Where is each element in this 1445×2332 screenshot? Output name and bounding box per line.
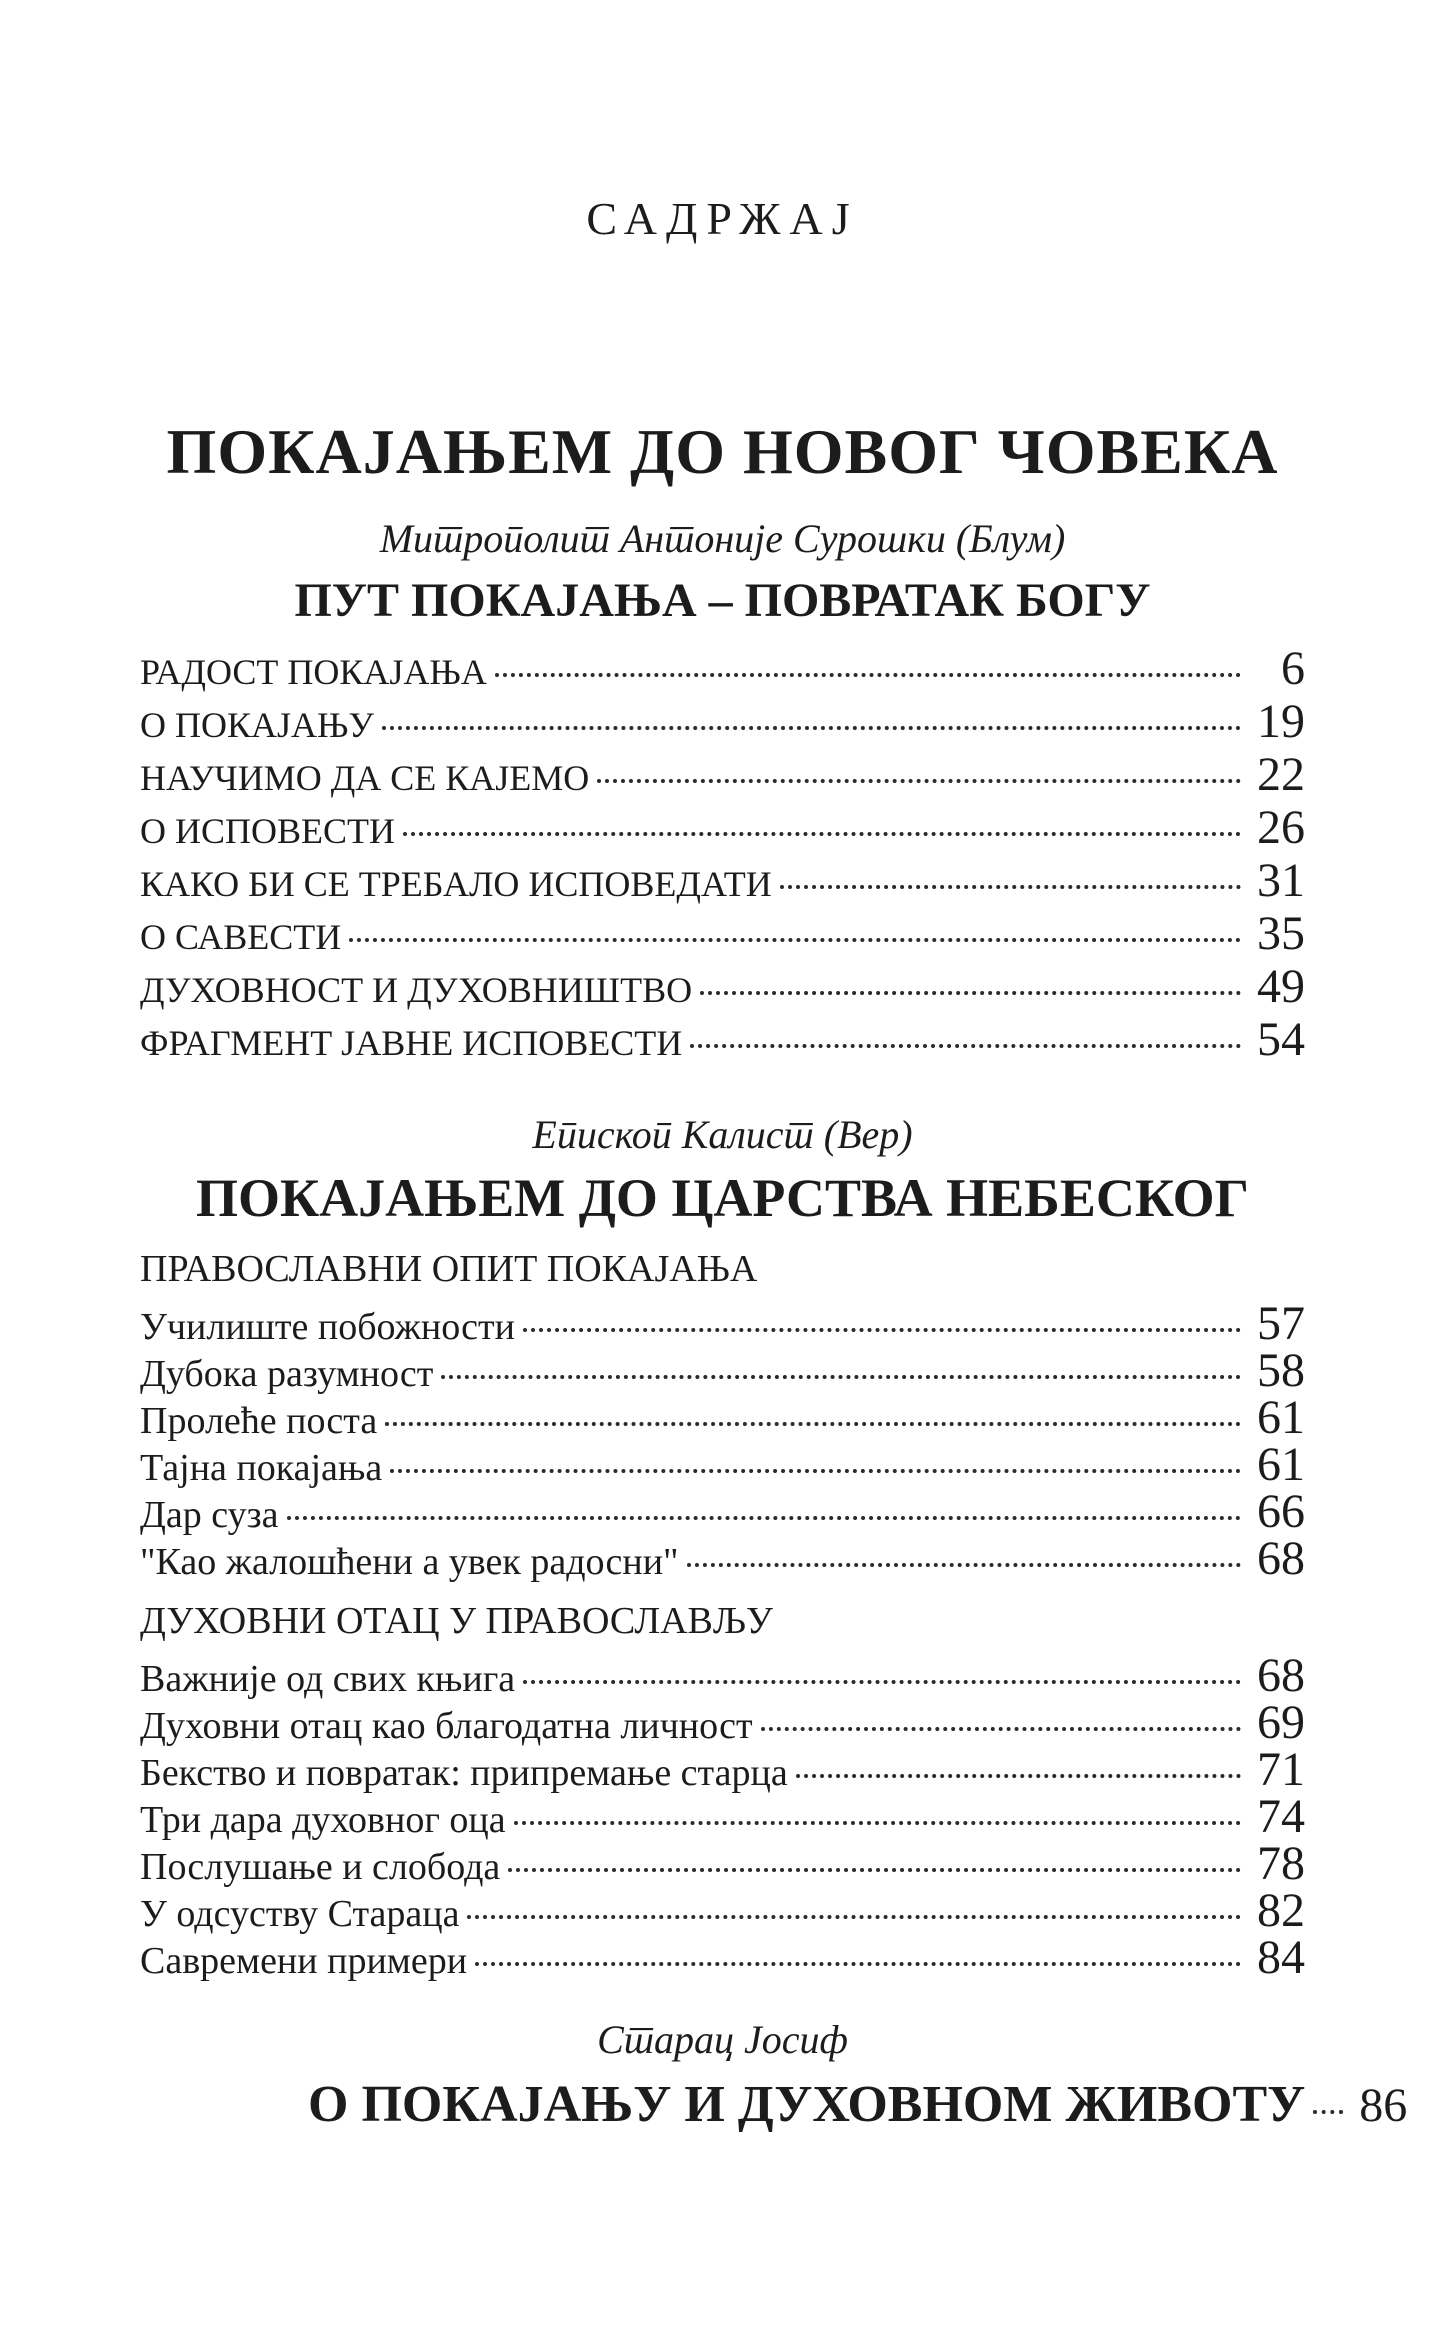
toc-entry-label: Дубока разумност	[140, 1353, 434, 1395]
toc-entry	[140, 960, 1305, 1013]
toc-entry	[140, 1790, 1305, 1843]
toc-leader-dots	[441, 1375, 1241, 1379]
toc-entry-label: О ПОКАЈАЊУ	[140, 705, 374, 745]
toc-leader-dots	[690, 1044, 1241, 1048]
toc-leader-dots	[508, 1868, 1241, 1872]
toc-entry	[140, 1013, 1305, 1066]
part2-heading: ПОКАЈАЊЕМ ДО ЦАРСТВА НЕБЕСКОГ	[195, 1168, 1250, 1228]
toc-entry-page: 86	[1359, 2079, 1408, 2132]
toc-entry-label: "Као жалошћени а увек радосни"	[140, 1541, 679, 1583]
toc-entry-label: О ПОКАЈАЊУ И ДУХОВНОМ ЖИВОТУ	[308, 2076, 1306, 2133]
page-title: САДРЖАЈ	[586, 193, 859, 244]
part1-subtitle: ПУТ ПОКАЈАЊА – ПОВРАТАК БОГУ	[294, 574, 1151, 627]
toc-entry-page: 82	[1257, 1884, 1305, 1937]
part2-group1-toc-list	[140, 1297, 1305, 1585]
toc-entry-label: РАДОСТ ПОКАЈАЊА	[140, 652, 487, 692]
toc-entry	[140, 1391, 1305, 1444]
toc-entry	[140, 801, 1305, 854]
toc-entry-label: Дар суза	[140, 1494, 279, 1536]
toc-entry-label: У одсуству Стараца	[140, 1893, 460, 1935]
toc-leader-dots	[523, 1680, 1241, 1684]
toc-leader-dots	[523, 1328, 1241, 1332]
toc-leader-dots	[467, 1915, 1241, 1919]
toc-leader-dots	[780, 885, 1241, 889]
toc-leader-dots	[761, 1727, 1241, 1731]
toc-entry-page: 78	[1257, 1837, 1305, 1890]
toc-leader-dots	[1313, 2110, 1343, 2114]
toc-entry-label: Пролеће поста	[140, 1400, 378, 1442]
toc-leader-dots	[796, 1774, 1241, 1778]
toc-entry-page: 54	[1257, 1013, 1305, 1066]
toc-leader-dots	[687, 1563, 1241, 1567]
toc-entry	[140, 1696, 1305, 1749]
toc-entry	[140, 854, 1305, 907]
toc-entry	[140, 1649, 1305, 1702]
part3-author: Старац Јосиф	[597, 2017, 848, 2062]
toc-leader-dots	[349, 938, 1241, 942]
toc-entry-page: 71	[1257, 1743, 1305, 1796]
toc-entry	[140, 1344, 1305, 1397]
toc-leader-dots	[475, 1962, 1241, 1966]
toc-entry-page: 61	[1257, 1438, 1305, 1491]
toc-entry-page: 6	[1281, 642, 1305, 695]
toc-entry-page: 68	[1257, 1532, 1305, 1585]
toc-entry-label: Духовни отац као благодатна личност	[140, 1705, 753, 1747]
toc-leader-dots	[700, 991, 1241, 995]
toc-entry-page: 68	[1257, 1649, 1305, 1702]
toc-entry-label: Савремени примери	[140, 1940, 468, 1982]
toc-entry-label: ФРАГМЕНТ ЈАВНЕ ИСПОВЕСТИ	[140, 1023, 683, 1063]
toc-entry	[140, 907, 1305, 960]
toc-entry	[140, 1743, 1305, 1796]
toc-entry-page: 58	[1257, 1344, 1305, 1397]
toc-entry-label: Училиште побожности	[140, 1306, 515, 1348]
toc-entry-label: О ИСПОВЕСТИ	[140, 811, 396, 851]
toc-entry	[140, 1931, 1305, 1984]
toc-entry-page: 69	[1257, 1696, 1305, 1749]
toc-entry-page: 31	[1257, 854, 1305, 907]
toc-leader-dots	[390, 1469, 1241, 1473]
toc-entry-label: Важније од свих књига	[140, 1658, 516, 1700]
toc-entry	[140, 1837, 1305, 1890]
toc-entry	[140, 1884, 1305, 1937]
toc-leader-dots	[597, 779, 1241, 783]
toc-entry	[140, 1485, 1305, 1538]
part1-heading: ПОКАЈАЊЕМ ДО НОВОГ ЧОВЕКА	[166, 416, 1279, 487]
part2-group2-toc-list	[140, 1649, 1305, 1984]
toc-entry	[140, 1438, 1305, 1491]
toc-entry-page: 61	[1257, 1391, 1305, 1444]
toc-entry-label: О САВЕСТИ	[140, 917, 342, 957]
toc-entry-page: 74	[1257, 1790, 1305, 1843]
toc-entry-label: ДУХОВНОСТ И ДУХОВНИШТВО	[140, 970, 693, 1010]
part2-author: Епископ Калист (Вер)	[532, 1112, 913, 1157]
toc-leader-dots	[514, 1821, 1241, 1825]
toc-entry-page: 66	[1257, 1485, 1305, 1538]
toc-entry-label: Три дара духовног оца	[140, 1799, 506, 1841]
toc-entry-label: КАКО БИ СЕ ТРЕБАЛО ИСПОВЕДАТИ	[140, 864, 772, 904]
part1-author: Митрополит Антоније Сурошки (Блум)	[379, 516, 1066, 561]
toc-entry-page: 84	[1257, 1931, 1305, 1984]
part1-toc-list	[140, 642, 1305, 1066]
toc-leader-dots	[385, 1422, 1241, 1426]
toc-leader-dots	[495, 673, 1241, 677]
part2-group1-subheading: ПРАВОСЛАВНИ ОПИТ ПОКАЈАЊА	[140, 1248, 758, 1290]
toc-entry-label: Тајна покајања	[140, 1447, 383, 1489]
toc-entry-label: НАУЧИМО ДА СЕ КАЈЕМО	[140, 758, 590, 798]
toc-leader-dots	[403, 832, 1241, 836]
toc-entry-label: Послушање и слобода	[140, 1846, 501, 1888]
part2-group2-subheading: ДУХОВНИ ОТАЦ У ПРАВОСЛАВЉУ	[140, 1600, 773, 1642]
toc-entry-page: 22	[1257, 748, 1305, 801]
toc-entry	[140, 748, 1305, 801]
toc-entry-page: 57	[1257, 1297, 1305, 1350]
toc-entry	[140, 1297, 1305, 1350]
toc-entry-page: 19	[1257, 695, 1305, 748]
toc-entry-page: 49	[1257, 960, 1305, 1013]
toc-entry	[140, 1532, 1305, 1585]
toc-leader-dots	[287, 1516, 1241, 1520]
toc-entry	[140, 642, 1305, 695]
toc-entry	[140, 695, 1305, 748]
toc-entry-page: 35	[1257, 907, 1305, 960]
part3-toc-entry	[140, 2076, 1408, 2133]
toc-leader-dots	[382, 726, 1241, 730]
toc-entry-page: 26	[1257, 801, 1305, 854]
toc-entry-label: Бекство и повратак: припремање старца	[140, 1752, 788, 1794]
